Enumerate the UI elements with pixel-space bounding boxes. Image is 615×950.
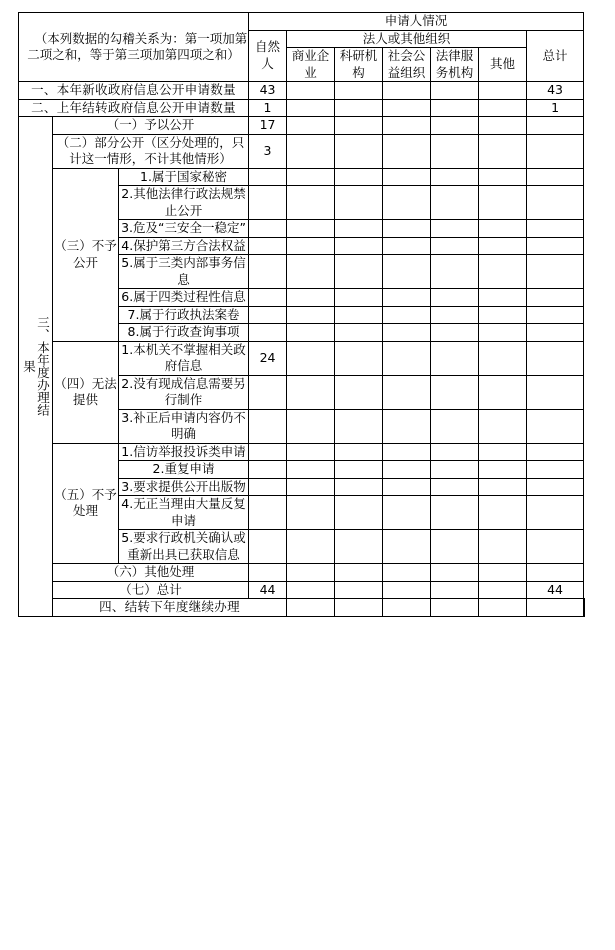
cell-s3i2-legal — [431, 186, 479, 220]
cell-row4-total — [584, 599, 585, 617]
table-row — [19, 564, 585, 582]
cell-s3i3-commercial — [287, 220, 335, 238]
cell-s3i6-legal — [431, 289, 479, 307]
cell-row1-research — [335, 82, 383, 100]
cell-s4i1-other — [479, 341, 527, 375]
cell-s2-research — [335, 134, 383, 168]
cell-s7-natural: 44 — [249, 581, 287, 599]
cell-s6-legal — [431, 564, 479, 582]
cell-s3i2-other — [479, 186, 527, 220]
cell-s5i1-research — [335, 443, 383, 461]
cell-s4i1-total — [527, 341, 584, 375]
cell-row2-total: 1 — [527, 99, 584, 117]
cell-s7-other — [479, 581, 527, 599]
cell-row4-legal — [479, 599, 527, 617]
cell-s3i4-other — [479, 237, 527, 255]
header-col-commercial-enterprise: 商业企业 — [287, 48, 335, 82]
cell-s3i6-research — [335, 289, 383, 307]
cell-s5i5-legal — [431, 530, 479, 564]
cell-s5i3-natural — [249, 478, 287, 496]
cell-s1-total — [527, 117, 584, 135]
cell-s3i3-other — [479, 220, 527, 238]
cell-s3i7-welfare — [383, 306, 431, 324]
cell-s5i3-legal — [431, 478, 479, 496]
cell-s6-other — [479, 564, 527, 582]
cell-s5i2-commercial — [287, 461, 335, 479]
cell-s6-welfare — [383, 564, 431, 582]
cell-s4i1-research — [335, 341, 383, 375]
cell-s3i8-natural — [249, 324, 287, 342]
cell-s4i2-natural — [249, 375, 287, 409]
cell-row1-commercial — [287, 82, 335, 100]
cell-s5i5-research — [335, 530, 383, 564]
cell-s5i5-natural — [249, 530, 287, 564]
cell-s3i1-research — [335, 168, 383, 186]
header-legal-person-group: 法人或其他组织 — [287, 30, 527, 48]
cell-s3i3-legal — [431, 220, 479, 238]
row-label-duplicate-application: 2.重复申请 — [119, 461, 249, 479]
cell-s3i1-total — [527, 168, 584, 186]
cell-row2-legal — [431, 99, 479, 117]
cell-s4i3-other — [479, 409, 527, 443]
cell-s3i4-research — [335, 237, 383, 255]
row-label-public-publication: 3.要求提供公开出版物 — [119, 478, 249, 496]
cell-s1-other — [479, 117, 527, 135]
table-row — [19, 117, 585, 135]
cell-row2-other — [479, 99, 527, 117]
row-label-not-processed: （五）不予处理 — [53, 443, 119, 564]
cell-s3i8-welfare — [383, 324, 431, 342]
cell-s3i4-commercial — [287, 237, 335, 255]
cell-s5i1-total — [527, 443, 584, 461]
cell-s5i2-research — [335, 461, 383, 479]
row-label-carryover-applications: 二、上年结转政府信息公开申请数量 — [19, 99, 249, 117]
cell-s3i8-total — [527, 324, 584, 342]
cell-s3i7-commercial — [287, 306, 335, 324]
cell-s4i3-welfare — [383, 409, 431, 443]
cell-s5i1-natural — [249, 443, 287, 461]
cell-s4i1-natural: 24 — [249, 341, 287, 375]
cell-s3i1-other — [479, 168, 527, 186]
row-label-state-secret: 1.属于国家秘密 — [119, 168, 249, 186]
cell-s3i5-natural — [249, 255, 287, 289]
cell-s2-natural: 3 — [249, 134, 287, 168]
table-row — [19, 82, 585, 100]
cell-row1-natural: 43 — [249, 82, 287, 100]
cell-s3i3-research — [335, 220, 383, 238]
cell-s4i3-natural — [249, 409, 287, 443]
row-label-petition-complaint: 1.信访举报投诉类申请 — [119, 443, 249, 461]
table-row — [19, 134, 585, 168]
table-row — [19, 168, 585, 186]
cell-s5i5-other — [479, 530, 527, 564]
table-row — [19, 99, 585, 117]
row-label-still-unclear: 3.补正后申请内容仍不明确 — [119, 409, 249, 443]
cell-s3i5-commercial — [287, 255, 335, 289]
cell-s3i3-total — [527, 220, 584, 238]
cell-s5i1-other — [479, 443, 527, 461]
cell-s3i4-welfare — [383, 237, 431, 255]
row-label-agency-not-hold: 1.本机关不掌握相关政府信息 — [119, 341, 249, 375]
cell-s4i3-legal — [431, 409, 479, 443]
cell-s2-other — [479, 134, 527, 168]
cell-row2-commercial — [287, 99, 335, 117]
cell-s1-research — [335, 117, 383, 135]
row-label-endangers-security: 3.危及“三安全一稳定” — [119, 220, 249, 238]
cell-row2-natural: 1 — [249, 99, 287, 117]
cell-s2-legal — [431, 134, 479, 168]
cell-s3i2-total — [527, 186, 584, 220]
cell-s3i8-commercial — [287, 324, 335, 342]
cell-s5i4-research — [335, 496, 383, 530]
cell-row2-research — [335, 99, 383, 117]
cell-s6-natural — [249, 564, 287, 582]
cell-s5i1-legal — [431, 443, 479, 461]
cell-s4i1-commercial — [287, 341, 335, 375]
cell-s5i2-other — [479, 461, 527, 479]
cell-s6-total — [527, 564, 584, 582]
cell-s5i4-other — [479, 496, 527, 530]
cell-s3i4-total — [527, 237, 584, 255]
cell-s3i5-other — [479, 255, 527, 289]
cell-s4i3-research — [335, 409, 383, 443]
cell-s3i3-welfare — [383, 220, 431, 238]
cell-s5i5-commercial — [287, 530, 335, 564]
cell-s3i3-natural — [249, 220, 287, 238]
cell-row1-other — [479, 82, 527, 100]
cell-s3i7-legal — [431, 306, 479, 324]
table-row — [19, 581, 585, 599]
cell-s3i5-welfare — [383, 255, 431, 289]
cell-s1-legal — [431, 117, 479, 135]
cell-s3i7-research — [335, 306, 383, 324]
cell-row1-welfare — [383, 82, 431, 100]
cell-s4i2-commercial — [287, 375, 335, 409]
cell-s5i3-research — [335, 478, 383, 496]
cell-s5i4-legal — [431, 496, 479, 530]
cell-s3i6-total — [527, 289, 584, 307]
row-label-needs-creation: 2.没有现成信息需要另行制作 — [119, 375, 249, 409]
cell-s5i3-welfare — [383, 478, 431, 496]
cell-s6-commercial — [287, 564, 335, 582]
cell-s4i2-welfare — [383, 375, 431, 409]
cell-s3i7-natural — [249, 306, 287, 324]
cell-s5i3-other — [479, 478, 527, 496]
cell-s4i3-total — [527, 409, 584, 443]
row-label-partially-disclosed: （二）部分公开（区分处理的，只计这一情形，不计其他情形） — [53, 134, 249, 168]
cell-s5i5-total — [527, 530, 584, 564]
cell-s3i5-research — [335, 255, 383, 289]
cell-s3i4-legal — [431, 237, 479, 255]
cell-s4i2-research — [335, 375, 383, 409]
cell-s3i1-natural — [249, 168, 287, 186]
cell-s3i2-research — [335, 186, 383, 220]
cell-s1-commercial — [287, 117, 335, 135]
cell-s7-research — [335, 581, 383, 599]
header-natural-person: 自然人 — [249, 30, 287, 82]
cell-s5i1-commercial — [287, 443, 335, 461]
header-col-other: 其他 — [479, 48, 527, 82]
cell-s4i2-total — [527, 375, 584, 409]
cell-s3i6-other — [479, 289, 527, 307]
cell-s4i1-legal — [431, 341, 479, 375]
cell-row4-other — [527, 599, 584, 617]
cell-s3i8-legal — [431, 324, 479, 342]
cell-s3i6-natural — [249, 289, 287, 307]
cell-s2-commercial — [287, 134, 335, 168]
row-label-carryover-next-year: 四、结转下年度继续办理 — [53, 599, 287, 617]
section-label-annual-results — [19, 117, 53, 617]
cell-s5i2-total — [527, 461, 584, 479]
cell-s2-welfare — [383, 134, 431, 168]
cell-s3i2-commercial — [287, 186, 335, 220]
cell-row4-commercial — [335, 599, 383, 617]
cell-row4-welfare — [431, 599, 479, 617]
row-label-other-handling: （六）其他处理 — [53, 564, 249, 582]
cell-s1-natural: 17 — [249, 117, 287, 135]
cell-s3i7-other — [479, 306, 527, 324]
row-label-disclosed: （一）予以公开 — [53, 117, 249, 135]
cell-s7-welfare — [383, 581, 431, 599]
cell-s5i3-commercial — [287, 478, 335, 496]
cell-s3i5-legal — [431, 255, 479, 289]
header-col-legal-service-org: 法律服务机构 — [431, 48, 479, 82]
cell-s3i6-welfare — [383, 289, 431, 307]
cell-s5i2-welfare — [383, 461, 431, 479]
cell-s4i2-legal — [431, 375, 479, 409]
cell-s3i6-commercial — [287, 289, 335, 307]
header-col-research-institution: 科研机构 — [335, 48, 383, 82]
row-label-process-information: 6.属于四类过程性信息 — [119, 289, 249, 307]
row-label-administrative-inquiry: 8.属于行政查询事项 — [119, 324, 249, 342]
cell-s3i5-total — [527, 255, 584, 289]
row-label-reconfirm-issued: 5.要求行政机关确认或重新出具已获取信息 — [119, 530, 249, 564]
header-col-public-welfare-org: 社会公益组织 — [383, 48, 431, 82]
cell-row4-natural — [287, 599, 335, 617]
government-information-disclosure-table — [18, 12, 585, 617]
cell-s5i5-welfare — [383, 530, 431, 564]
cell-s3i1-welfare — [383, 168, 431, 186]
cell-s3i7-total — [527, 306, 584, 324]
cell-s7-total: 44 — [527, 581, 584, 599]
cell-s5i4-natural — [249, 496, 287, 530]
row-label-repeated-no-reason: 4.无正当理由大量反复申请 — [119, 496, 249, 530]
table-row — [19, 443, 585, 461]
row-label-third-party-rights: 4.保护第三方合法权益 — [119, 237, 249, 255]
cell-s4i1-welfare — [383, 341, 431, 375]
cell-s7-commercial — [287, 581, 335, 599]
cell-s5i4-commercial — [287, 496, 335, 530]
cell-s3i1-commercial — [287, 168, 335, 186]
cell-s5i3-total — [527, 478, 584, 496]
section-label-annual-results-text: 三、本年度办理结果 — [21, 316, 51, 417]
cell-s3i2-welfare — [383, 186, 431, 220]
cell-s2-total — [527, 134, 584, 168]
row-label-law-prohibits: 2.其他法律行政法规禁止公开 — [119, 186, 249, 220]
cell-s5i2-legal — [431, 461, 479, 479]
row-label-not-disclosed: （三）不予公开 — [53, 168, 119, 341]
cell-s1-welfare — [383, 117, 431, 135]
row-label-subtotal: （七）总计 — [53, 581, 249, 599]
cell-row1-total: 43 — [527, 82, 584, 100]
cell-row4-research — [383, 599, 431, 617]
cell-s5i2-natural — [249, 461, 287, 479]
cell-s3i4-natural — [249, 237, 287, 255]
header-row-group — [19, 13, 585, 31]
cell-s7-legal — [431, 581, 479, 599]
cell-s3i8-research — [335, 324, 383, 342]
header-applicant-situation: 申请人情况 — [249, 13, 584, 31]
cell-row1-legal — [431, 82, 479, 100]
table-row — [19, 341, 585, 375]
cell-s4i3-commercial — [287, 409, 335, 443]
row-label-enforcement-files: 7.属于行政执法案卷 — [119, 306, 249, 324]
cell-s5i1-welfare — [383, 443, 431, 461]
cell-s5i4-total — [527, 496, 584, 530]
cell-row2-welfare — [383, 99, 431, 117]
header-total: 总计 — [527, 30, 584, 82]
row-label-internal-affairs: 5.属于三类内部事务信息 — [119, 255, 249, 289]
cell-s6-research — [335, 564, 383, 582]
header-note-cell: （本列数据的勾稽关系为：第一项加第二项之和，等于第三项加第四项之和） — [19, 13, 249, 82]
cell-s3i1-legal — [431, 168, 479, 186]
table-row — [19, 599, 585, 617]
cell-s3i8-other — [479, 324, 527, 342]
row-label-new-applications: 一、本年新收政府信息公开申请数量 — [19, 82, 249, 100]
cell-s4i2-other — [479, 375, 527, 409]
cell-s3i2-natural — [249, 186, 287, 220]
row-label-unable-to-provide: （四）无法提供 — [53, 341, 119, 443]
cell-s5i4-welfare — [383, 496, 431, 530]
